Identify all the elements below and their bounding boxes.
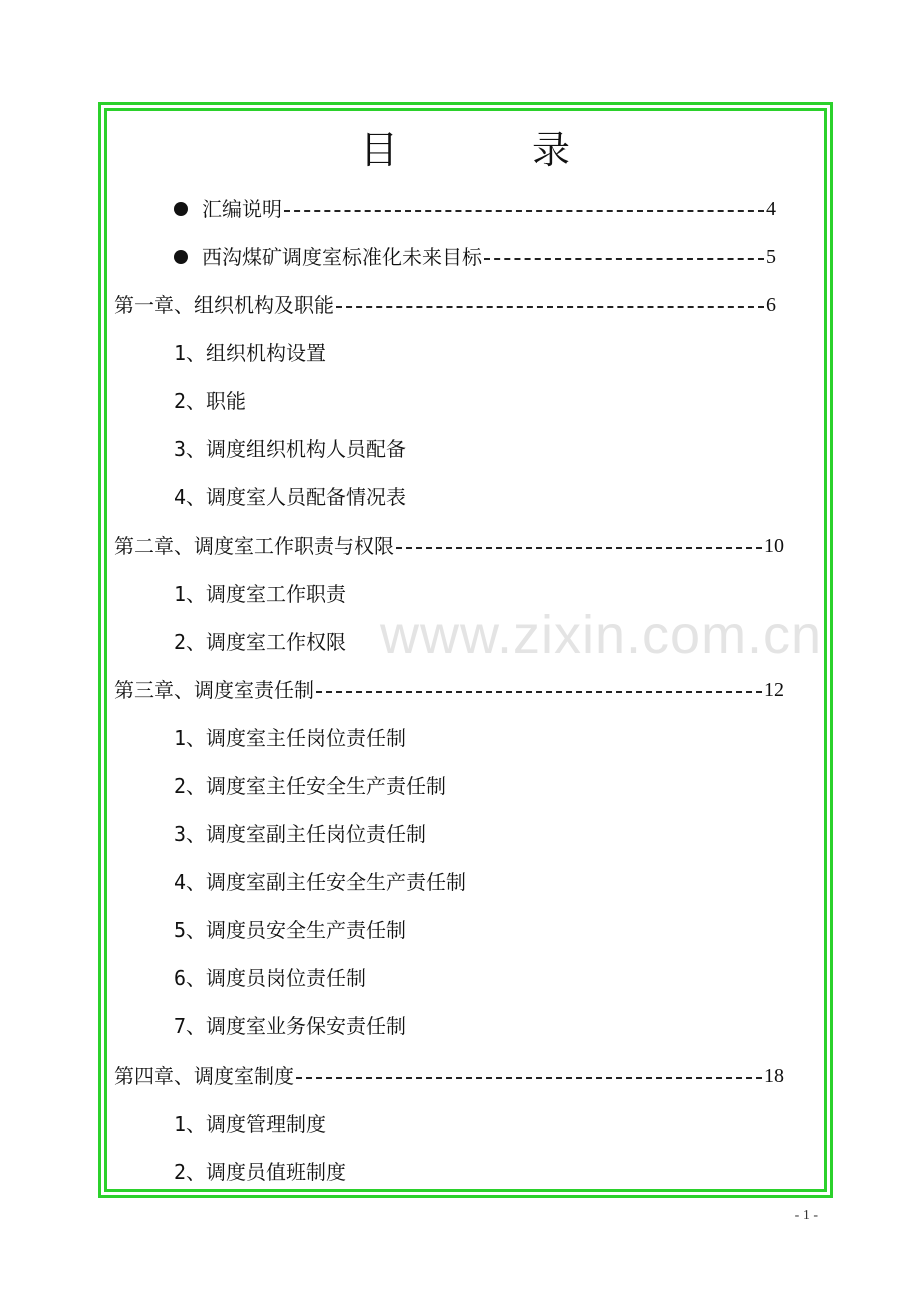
toc-subitem-text: 4、调度室人员配备情况表 <box>174 485 407 509</box>
toc-entry[interactable] <box>174 242 776 272</box>
toc-subitem-text: 3、调度组织机构人员配备 <box>174 437 407 461</box>
toc-chapter[interactable] <box>114 531 784 561</box>
toc-subitem-text: 7、调度室业务保安责任制 <box>174 1014 407 1038</box>
toc-subitem[interactable] <box>174 723 406 753</box>
watermark: www.zixin.com.cn <box>380 605 823 665</box>
toc-subitem-text: 1、调度管理制度 <box>174 1112 327 1136</box>
toc-chapter-title: 第四章、调度室制度 <box>114 1064 294 1088</box>
leader-dashes <box>296 1077 762 1080</box>
toc-chapter-title: 第三章、调度室责任制 <box>114 678 314 702</box>
toc-subitem[interactable] <box>174 771 446 801</box>
toc-subitem[interactable] <box>174 627 346 657</box>
toc-subitem[interactable] <box>174 915 406 945</box>
toc-subitem-text: 1、调度室工作职责 <box>174 582 347 606</box>
toc-entry[interactable] <box>174 194 776 224</box>
toc-subitem[interactable] <box>174 338 326 368</box>
toc-page-number: 10 <box>764 535 784 557</box>
toc-subitem[interactable] <box>174 1109 326 1139</box>
page-footer-number: - 1 - <box>794 1208 818 1223</box>
leader-dashes <box>336 306 764 309</box>
leader-dashes <box>284 210 764 213</box>
leader-dashes <box>316 691 762 694</box>
toc-chapter[interactable] <box>114 1061 784 1091</box>
toc-subitem[interactable] <box>174 1011 406 1041</box>
toc-subitem-text: 3、调度室副主任岗位责任制 <box>174 822 427 846</box>
bullet-icon <box>174 250 188 264</box>
toc-chapter[interactable] <box>114 290 776 320</box>
toc-subitem-text: 1、调度室主任岗位责任制 <box>174 726 407 750</box>
toc-subitem[interactable] <box>174 819 426 849</box>
toc-chapter-title: 第一章、组织机构及职能 <box>114 293 334 317</box>
leader-dashes <box>484 258 764 261</box>
toc-entry-text: 汇编说明 <box>202 197 282 221</box>
toc-subitem-text: 5、调度员安全生产责任制 <box>174 918 407 942</box>
toc-chapter[interactable] <box>114 675 784 705</box>
toc-page-number: 5 <box>766 246 776 268</box>
toc-page-number: 18 <box>764 1065 784 1087</box>
toc-subitem[interactable] <box>174 482 406 512</box>
toc-chapter-title: 第二章、调度室工作职责与权限 <box>114 534 394 558</box>
toc-page-number: 12 <box>764 679 784 701</box>
toc-entry-text: 西沟煤矿调度室标准化未来目标 <box>202 245 482 269</box>
toc-subitem-text: 2、调度室主任安全生产责任制 <box>174 774 447 798</box>
toc-subitem-text: 2、调度员值班制度 <box>174 1160 347 1184</box>
toc-page-number: 6 <box>766 294 776 316</box>
toc-title <box>104 122 827 178</box>
toc-subitem[interactable] <box>174 386 246 416</box>
toc-title-char-1: 目 <box>360 128 399 172</box>
toc-title-char-2: 录 <box>532 128 571 172</box>
toc-subitem-text: 1、组织机构设置 <box>174 341 327 365</box>
toc-subitem-text: 4、调度室副主任安全生产责任制 <box>174 870 467 894</box>
toc-subitem[interactable] <box>174 867 466 897</box>
leader-dashes <box>396 547 762 550</box>
toc-page-number: 4 <box>766 198 776 220</box>
toc-subitem[interactable] <box>174 963 366 993</box>
bullet-icon <box>174 202 188 216</box>
toc-subitem-text: 2、调度室工作权限 <box>174 630 347 654</box>
toc-subitem[interactable] <box>174 579 346 609</box>
toc-subitem-text: 2、职能 <box>174 389 247 413</box>
toc-subitem-text: 6、调度员岗位责任制 <box>174 966 367 990</box>
toc-subitem[interactable] <box>174 1157 346 1187</box>
toc-subitem[interactable] <box>174 434 406 464</box>
